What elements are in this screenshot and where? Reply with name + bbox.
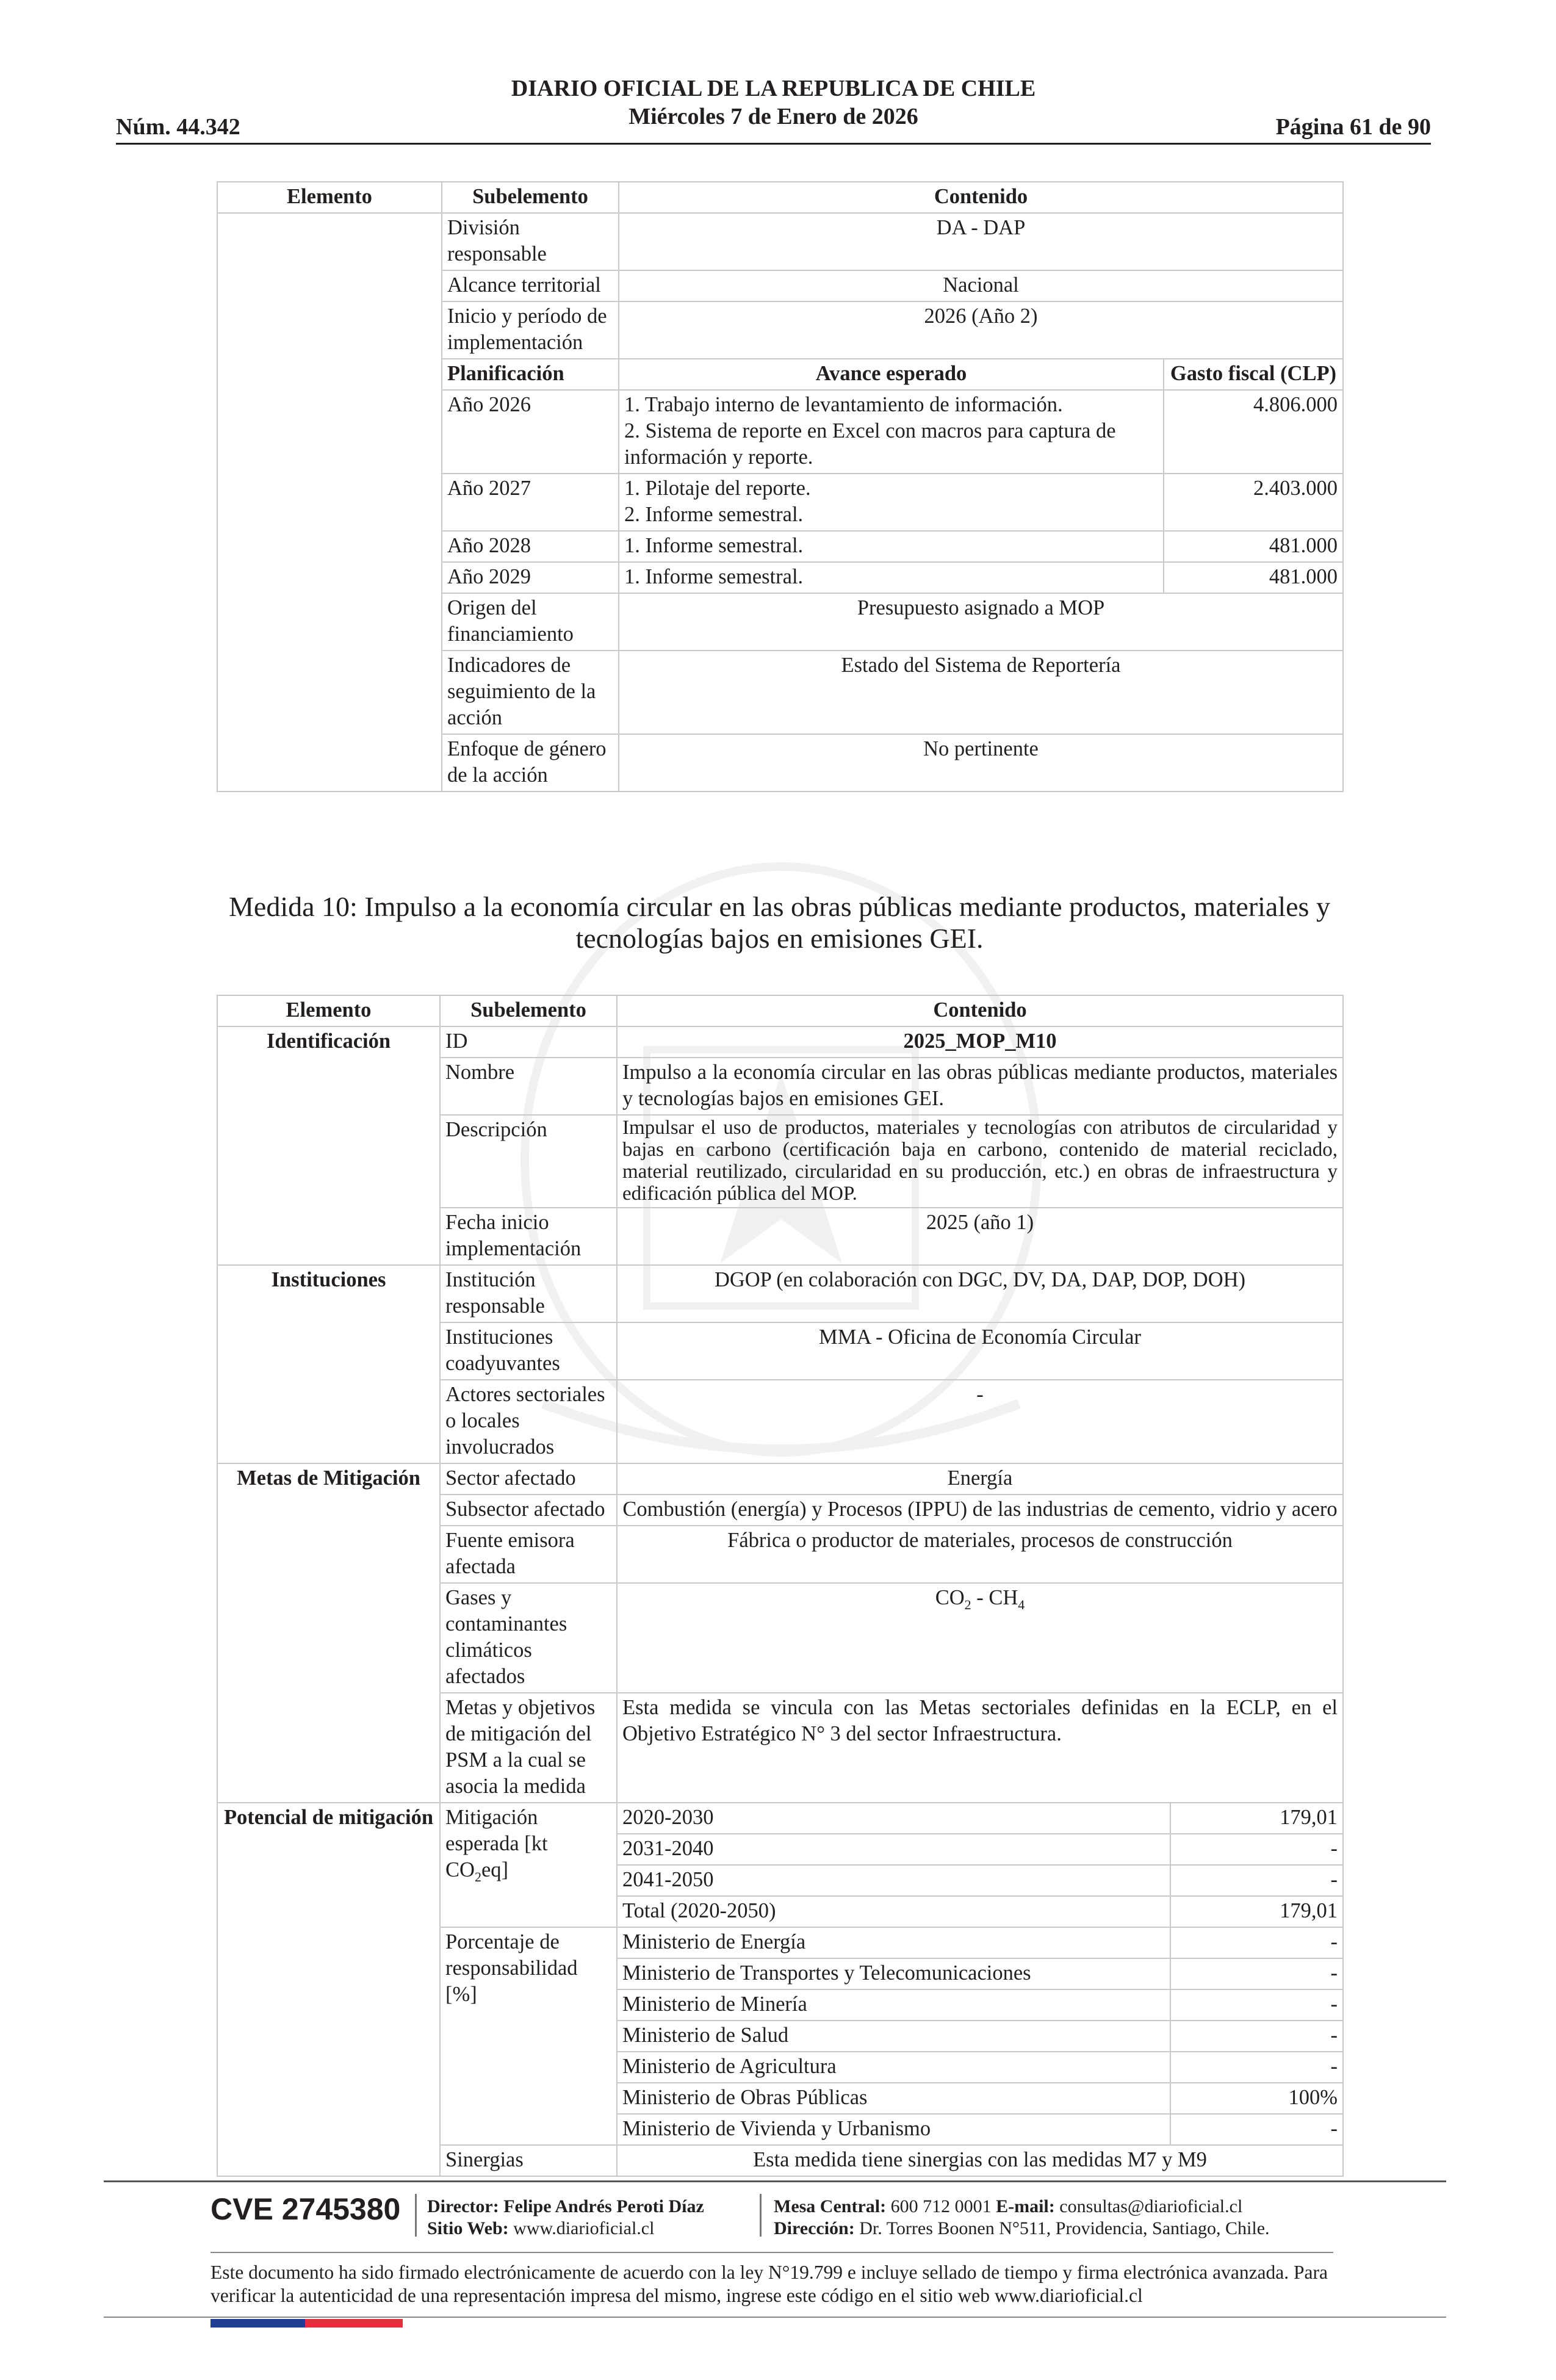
mitigacion-label <box>440 1803 617 1927</box>
mitigacion-label-text: Mitigación esperada [kt CO <box>445 1806 548 1881</box>
actores-value: - <box>617 1380 1343 1463</box>
section-potencial: Potencial de mitigación <box>217 1803 440 2176</box>
metas-obj-value: Esta medida se vincula con las Metas sectoriales definidas en la ECLP, en el Objetivo Estratégico N° 3 del sector Infraestructura. <box>617 1693 1343 1803</box>
footer-divider <box>104 2180 1446 2182</box>
mit-value: - <box>1170 1834 1343 1865</box>
ministerio-value: - <box>1170 1927 1343 1958</box>
flag-stripe-red <box>305 2319 403 2328</box>
avance-header: Avance esperado <box>619 359 1164 390</box>
column-header-elemento: Elemento <box>217 182 442 213</box>
ministerio-value: - <box>1170 1989 1343 2021</box>
plan-gasto: 2.403.000 <box>1164 474 1343 531</box>
column-header-contenido: Contenido <box>619 182 1343 213</box>
footer-divider <box>211 2252 1333 2253</box>
plan-gasto: 481.000 <box>1164 562 1343 593</box>
fuente-value: Fábrica o productor de materiales, procesos de construcción <box>617 1526 1343 1583</box>
flag-stripe-blue <box>211 2319 305 2328</box>
section-instituciones: Instituciones <box>217 1265 440 1463</box>
inicio-label: Inicio y período de implementación <box>442 301 619 359</box>
column-header-elemento: Elemento <box>217 995 440 1026</box>
page-header <box>116 74 1431 146</box>
avance-line: 1. Trabajo interno de levantamiento de información. <box>624 393 1063 416</box>
division-value: DA - DAP <box>619 213 1343 270</box>
avance-line: 1. Pilotaje del reporte. <box>624 477 811 500</box>
newspaper-title: DIARIO OFICIAL DE LA REPUBLICA DE CHILE <box>511 76 1036 101</box>
mit-value: - <box>1170 1865 1343 1896</box>
origen-label: Origen del financiamiento <box>442 593 619 651</box>
ministerio-value: 100% <box>1170 2083 1343 2114</box>
inicio-value: 2026 (Año 2) <box>619 301 1343 359</box>
porcentaje-label: Porcentaje de responsabilidad [%] <box>440 1927 617 2145</box>
ministerio-value: - <box>1170 2052 1343 2083</box>
footer-director-block <box>427 2196 704 2240</box>
medida-title: Medida 10: Impulso a la economía circular en las obras públicas mediante productos, materiales y tecnologías bajos en emisiones GEI. <box>229 891 1330 954</box>
enfoque-label: Enfoque de género de la acción <box>442 734 619 792</box>
ministerio-name: Ministerio de Obras Públicas <box>617 2083 1170 2114</box>
indicadores-label: Indicadores de seguimiento de la acción <box>442 651 619 734</box>
ministerio-name: Ministerio de Energía <box>617 1927 1170 1958</box>
gas-co-sub: 2 <box>964 1596 971 1612</box>
footer-divider <box>104 2317 1446 2318</box>
plan-avance <box>619 390 1164 474</box>
ministerio-value: - <box>1170 1958 1343 1989</box>
issue-number: Núm. 44.342 <box>116 114 240 140</box>
mit-value: 179,01 <box>1170 1803 1343 1834</box>
gases-label: Gases y contaminantes climáticos afectados <box>440 1583 617 1693</box>
email-label: E-mail: <box>996 2196 1055 2216</box>
cve-code: CVE 2745380 <box>211 2192 401 2226</box>
direccion-value: Dr. Torres Boonen N°511, Providencia, Santiago, Chile. <box>859 2218 1270 2238</box>
gas-co: CO <box>935 1586 965 1609</box>
ministerio-name: Ministerio de Agricultura <box>617 2052 1170 2083</box>
ministerio-value: - <box>1170 2114 1343 2145</box>
nombre-value: Impulso a la economía circular en las obras públicas mediante productos, materiales y tecnologías bajos en emisiones GEI. <box>617 1058 1343 1115</box>
header-divider <box>116 143 1431 145</box>
plan-year: Año 2029 <box>442 562 619 593</box>
section-identificacion: Identificación <box>217 1026 440 1265</box>
mitigacion-label-sub: 2 <box>474 1869 481 1884</box>
column-header-contenido: Contenido <box>617 995 1343 1026</box>
elemento-cell-empty <box>217 213 442 792</box>
alcance-value: Nacional <box>619 270 1343 301</box>
director-name: Felipe Andrés Peroti Díaz <box>503 2196 704 2216</box>
inst-coad-value: MMA - Oficina de Economía Circular <box>617 1322 1343 1380</box>
planificacion-header: Planificación <box>442 359 619 390</box>
fecha-label: Fecha inicio implementación <box>440 1208 617 1265</box>
gasto-header: Gasto fiscal (CLP) <box>1164 359 1343 390</box>
indicadores-value: Estado del Sistema de Reportería <box>619 651 1343 734</box>
column-header-subelemento: Subelemento <box>442 182 619 213</box>
enfoque-value: No pertinente <box>619 734 1343 792</box>
footer-separator <box>415 2194 417 2237</box>
gases-value <box>617 1583 1343 1693</box>
sinergias-label: Sinergias <box>440 2145 617 2176</box>
plan-table <box>217 181 1344 792</box>
subsector-label: Subsector afectado <box>440 1495 617 1526</box>
ministerio-name: Ministerio de Vivienda y Urbanismo <box>617 2114 1170 2145</box>
mit-period: 2041-2050 <box>617 1865 1170 1896</box>
section-metas: Metas de Mitigación <box>217 1463 440 1803</box>
mit-period: 2020-2030 <box>617 1803 1170 1834</box>
issue-date: Miércoles 7 de Enero de 2026 <box>629 104 918 129</box>
column-header-subelemento: Subelemento <box>440 995 617 1026</box>
plan-year: Año 2026 <box>442 390 619 474</box>
inst-resp-value: DGOP (en colaboración con DGC, DV, DA, DAP, DOP, DOH) <box>617 1265 1343 1322</box>
plan-year: Año 2027 <box>442 474 619 531</box>
metas-obj-label: Metas y objetivos de mitigación del PSM a la cual se asocia la medida <box>440 1693 617 1803</box>
mesa-label: Mesa Central: <box>774 2196 887 2216</box>
inst-resp-label: Institución responsable <box>440 1265 617 1322</box>
ministerio-name: Ministerio de Transportes y Telecomunicaciones <box>617 1958 1170 1989</box>
plan-gasto: 481.000 <box>1164 531 1343 562</box>
direccion-label: Dirección: <box>774 2218 855 2238</box>
descripcion-value: Impulsar el uso de productos, materiales y tecnologías con atributos de circularidad y bajas en carbono (certificación baja en carbono, contenido de material reciclado, material reutilizado, circularidad en su producción, etc.) en obras de infraestructura y edificación pública del MOP. <box>617 1115 1343 1208</box>
plan-gasto: 4.806.000 <box>1164 390 1343 474</box>
gas-ch: - CH <box>971 1586 1018 1609</box>
ministerio-value: - <box>1170 2021 1343 2052</box>
footer-contact-block <box>774 2196 1270 2240</box>
origen-value: Presupuesto asignado a MOP <box>619 593 1343 651</box>
inst-coad-label: Instituciones coadyuvantes <box>440 1322 617 1380</box>
nombre-label: Nombre <box>440 1058 617 1115</box>
sitio-label: Sitio Web: <box>427 2218 509 2238</box>
actores-label: Actores sectoriales o locales involucrados <box>440 1380 617 1463</box>
sitio-link[interactable]: www.diarioficial.cl <box>513 2218 655 2238</box>
mit-period: Total (2020-2050) <box>617 1896 1170 1927</box>
sinergias-value: Esta medida tiene sinergias con las medidas M7 y M9 <box>617 2145 1343 2176</box>
fuente-label: Fuente emisora afectada <box>440 1526 617 1583</box>
director-label: Director: <box>427 2196 499 2216</box>
avance-line: 2. Informe semestral. <box>624 503 804 526</box>
gas-ch-sub: 4 <box>1018 1596 1025 1612</box>
page-number: Página 61 de 90 <box>1275 114 1431 140</box>
subsector-value: Combustión (energía) y Procesos (IPPU) de las industrias de cemento, vidrio y acero <box>617 1495 1343 1526</box>
alcance-label: Alcance territorial <box>442 270 619 301</box>
mesa-phone: 600 712 0001 <box>890 2196 992 2216</box>
signature-note: Este documento ha sido firmado electrónicamente de acuerdo con la ley N°19.799 e incluye sellado de tiempo y firma electrónica avanzada. Para verificar la autenticidad de una representación impresa del mismo, ingrese este código en el sitio web www.diarioficial.cl <box>211 2262 1328 2306</box>
ministerio-name: Ministerio de Minería <box>617 1989 1170 2021</box>
email-link[interactable]: consultas@diarioficial.cl <box>1059 2196 1243 2216</box>
footer-separator <box>760 2194 762 2237</box>
medida-table <box>217 995 1344 2177</box>
id-label: ID <box>440 1026 617 1058</box>
division-label: División responsable <box>442 213 619 270</box>
id-value: 2025_MOP_M10 <box>617 1026 1343 1058</box>
plan-year: Año 2028 <box>442 531 619 562</box>
mitigacion-label-unit: eq] <box>481 1858 508 1881</box>
plan-avance <box>619 474 1164 531</box>
mit-value: 179,01 <box>1170 1896 1343 1927</box>
ministerio-name: Ministerio de Salud <box>617 2021 1170 2052</box>
avance-line: 2. Sistema de reporte en Excel con macros para captura de información y reporte. <box>624 419 1116 469</box>
plan-avance: 1. Informe semestral. <box>619 562 1164 593</box>
sector-value: Energía <box>617 1463 1343 1495</box>
sector-label: Sector afectado <box>440 1463 617 1495</box>
plan-avance: 1. Informe semestral. <box>619 531 1164 562</box>
mit-period: 2031-2040 <box>617 1834 1170 1865</box>
descripcion-label: Descripción <box>440 1115 617 1208</box>
fecha-value: 2025 (año 1) <box>617 1208 1343 1265</box>
